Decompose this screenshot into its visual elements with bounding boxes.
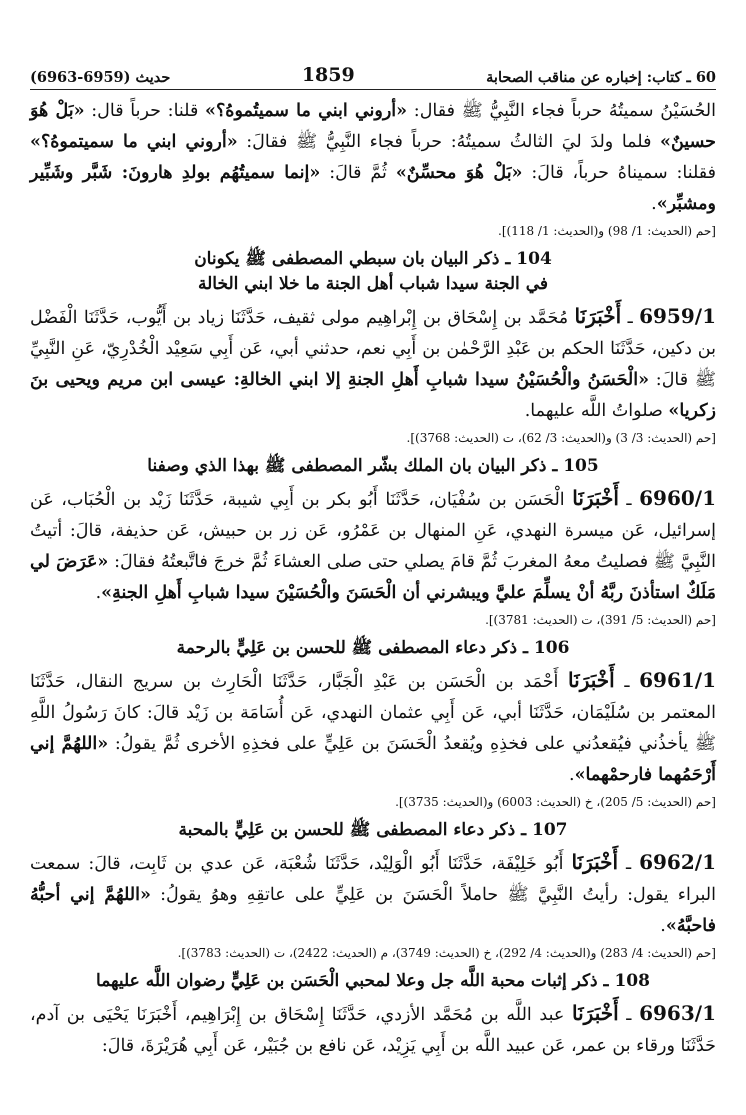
- hadith-chain: الْحَسَن بن سُفْيَان، حَدَّثَنَا أَبُو بكر بن أَبِي شيبة، حَدَّثَنَا زَيْد بن الْحُبَاب، عَن إسرائيل، عَن ميسرة النهدي، عَنِ المنهال بن عَمْرُو، عَن زر بن حبيش، عَن حذيفة، قالَ: أتيتُ النَّبِيَّ ﷺ فصليتُ معهُ المغربَ ثُمَّ قامَ يصلي حتى صلى العشاءَ ثُمَّ خرجَ فاتَّبعتُهُ فقالَ:: [30, 490, 717, 572]
- intro-text: ثُمَّ قالَ:: [320, 163, 396, 183]
- hadith-quote: «اللهُمَّ إني أحبُّهُ فاحبَّهُ»: [30, 885, 716, 936]
- intro-quote: «بَلْ هُوَ حسينٌ»: [30, 101, 717, 152]
- reference-line: [حم (الحديث: 5/ 205)، خ (الحديث: 6003) و(الحديث: 3735)].: [395, 795, 716, 809]
- hadith-chain: مُحَمَّد بن إِسْحَاق بن إِبْراهِيم مولى ثقيف، حَدَّثَنَا زياد بن أَيُّوب، حَدَّثَنَا الْفَضْل بن دكين، حَدَّثَنَا الحكم بن عَبْدِ الرَّحْمٰن بن أَبِي نعم، حدثني أبي، عَن أَبِي سَعِيْد الْخُدْرِيّ، عَنِ النَّبِيِّ ﷺ قالَ:: [30, 308, 716, 390]
- intro-quote: «إنما سميتُهُم بولدِ هارونَ: شَبَّر وشَبِّير ومشبِّر»: [30, 163, 716, 214]
- akhbarana-word: أَخْبَرَنَا: [568, 668, 615, 692]
- hadith-chain: أَحْمَد بن الْحَسَن بن عَبْدِ الْجَبَّار، حَدَّثَنَا الْحَارِث بن سريج النقال، حَدَّثَنَا المعتمر بن سُلَيْمَان، حَدَّثَنَا أبي، عَن أَبِي عثمان النهدي، عَن أُسَامَة بن زَيْد قالَ: كانَ رَسُولُ اللَّهِ ﷺ يأخذُني فيُقعدُني على فخذِهِ ويُقعدُ الْحَسَنَ بن عَلِيٍّ على فخذِهِ الأخرى ثُمَّ يقولُ:: [30, 672, 716, 754]
- page-body: [30, 96, 716, 1062]
- hadith-tail: .: [569, 765, 575, 785]
- section-heading-line: 104 ـ ذكر البيان بان سبطي المصطفى ﷺ يكونان: [194, 249, 552, 269]
- hadith-quote: «الْحَسَنُ والْحُسَيْنُ سيدا شبابِ أَهلِ الجنةِ إلا ابني الخالةِ: عيسى ابن مريم ويحيى بنَ زكريا»: [30, 370, 716, 421]
- intro-text: قلنا: حرباً قال:: [84, 101, 206, 121]
- hadith-tail: صلواتُ اللَّه عليهما.: [524, 401, 669, 421]
- intro-paragraph: [30, 96, 716, 220]
- hadith-paragraph: 6961/1 ـ أَخْبَرَنَا أَحْمَد بن الْحَسَن بن عَبْدِ الْجَبَّار، حَدَّثَنَا الْحَارِث بن سريج النقال، حَدَّثَنَا المعتمر بن سُلَيْمَان، حَدَّثَنَا أبي، عَن أَبِي عثمان النهدي، عَن أُسَامَة بن زَيْد قالَ: كانَ رَسُولُ اللَّهِ ﷺ يأخذُني فيُقعدُني على فخذِهِ ويُقعدُ الْحَسَنَ بن عَلِيٍّ على فخذِهِ الأخرى ثُمَّ يقولُ: «اللهُمَّ إني أَرْحَمُهما فارحمْهما».: [30, 668, 716, 785]
- chapter-title: 60 ـ كتاب: إخباره عن مناقب الصحابة: [486, 69, 716, 86]
- akhbarana-word: أَخْبَرَنَا: [574, 304, 622, 328]
- hadith-number: 6962/1: [639, 850, 716, 874]
- hadith-quote: «اللهُمَّ إني أَرْحَمُهما فارحمْهما»: [30, 734, 716, 785]
- section-heading: [30, 247, 716, 297]
- hadith-quote: «عَرَضَ لي مَلَكٌ استأذنَ ربَّهُ أنْ يسلِّمَ عليَّ ويبشرني أن الْحَسَنَ والْحُسَيْنَ سيدا شبابِ أَهلِ الجنةِ»: [30, 552, 716, 603]
- section-heading-line: 106 ـ ذكر دعاء المصطفى ﷺ للحسن بن عَلِيٍّ بالرحمة: [176, 638, 570, 658]
- hadith-paragraph: 6962/1 ـ أَخْبَرَنَا أَبُو خَلِيْفَة، حَدَّثَنَا أَبُو الْوَلِيْد، حَدَّثَنَا شُعْبَة، عَن عدي بن ثَابِت، قالَ: سمعت البراء يقول: رأيتُ النَّبِيَّ ﷺ حاملاً الْحَسَنَ بن عَلِيٍّ على عاتقِهِ وهوُ يقولُ: «اللهُمَّ إني أحبُّهُ فاحبَّهُ».: [30, 850, 716, 936]
- section-heading-line: في الجنة سيدا شباب أهل الجنة ما خلا ابني الخالة: [198, 274, 548, 294]
- section-heading-line: 108 ـ ذكر إثبات محبة اللَّه جل وعلا لمحبي الْحَسَن بن عَلِيٍّ رضوان اللَّه عليهما: [96, 971, 650, 991]
- hadith-chain: أَبُو خَلِيْفَة، حَدَّثَنَا أَبُو الْوَلِيْد، حَدَّثَنَا شُعْبَة، عَن عدي بن ثَابِت، قالَ: سمعت البراء يقول: رأيتُ النَّبِيَّ ﷺ حاملاً الْحَسَنَ بن عَلِيٍّ على عاتقِهِ وهوُ يقولُ:: [30, 854, 716, 905]
- section-heading: [30, 969, 716, 994]
- hadith-paragraph: 6960/1 ـ أَخْبَرَنَا الْحَسَن بن سُفْيَان، حَدَّثَنَا أَبُو بكر بن أَبِي شيبة، حَدَّثَنَا زَيْد بن الْحُبَاب، عَن إسرائيل، عَن ميسرة النهدي، عَنِ المنهال بن عَمْرُو، عَن زر بن حبيش، عَن حذيفة، قالَ: أتيتُ النَّبِيَّ ﷺ فصليتُ معهُ المغربَ ثُمَّ قامَ يصلي حتى صلى العشاءَ ثُمَّ خرجَ فاتَّبعتُهُ فقالَ: «عَرَضَ لي مَلَكٌ استأذنَ ربَّهُ أنْ يسلِّمَ عليَّ ويبشرني أن الْحَسَنَ والْحُسَيْنَ سيدا شبابِ أَهلِ الجنةِ».: [30, 486, 717, 603]
- section-heading-line: 107 ـ ذكر دعاء المصطفى ﷺ للحسن بن عَلِيٍّ بالمحبة: [178, 820, 568, 840]
- section-heading: [30, 454, 716, 479]
- page-number: 1859: [301, 64, 355, 86]
- hadith-tail: .: [660, 916, 666, 936]
- section-heading: [30, 818, 716, 843]
- intro-text: .: [651, 194, 657, 214]
- intro-text: الحُسَيْنُ سميتُهُ حرباً فجاء النَّبِيُّ ﷺ فقال:: [407, 101, 716, 121]
- hadith-chain: عبد اللَّه بن مُحَمَّد الأزدي، حَدَّثَنَا إِسْحَاق بن إِبْرَاهِيم، أَخْبَرَنَا يَحْيَى بن آدم، حَدَّثَنَا ورقاء بن عمر، عَن عبيد اللَّه بن أَبِي يَزِيْد، عَن نافع بن جُبَيْر، عَن أَبِي هُرَيْرَةَ، قالَ:: [30, 1005, 716, 1056]
- akhbarana-word: أَخْبَرَنَا: [572, 1001, 619, 1025]
- hadith-tail: .: [95, 583, 102, 603]
- hadith-paragraph: 6963/1 ـ أَخْبَرَنَا عبد اللَّه بن مُحَمَّد الأزدي، حَدَّثَنَا إِسْحَاق بن إِبْرَاهِيم، أَخْبَرَنَا يَحْيَى بن آدم، حَدَّثَنَا ورقاء بن عمر، عَن عبيد اللَّه بن أَبِي يَزِيْد، عَن نافع بن جُبَيْر، عَن أَبِي هُرَيْرَةَ، قالَ:: [30, 1001, 716, 1056]
- hadith-number: 6963/1: [639, 1001, 716, 1025]
- reference-line: [حم (الحديث: 5/ 391)، ت (الحديث: 3781)].: [485, 613, 716, 627]
- hadith-number: 6961/1: [639, 668, 716, 692]
- akhbarana-word: أَخْبَرَنَا: [571, 850, 619, 874]
- reference-line: [حم (الحديث: 4/ 283) و(الحديث: 4/ 292)، خ (الحديث: 3749)، م (الحديث: 2422)، ت (الحديث: 3783)].: [177, 946, 716, 960]
- hadith-number: 6960/1: [639, 486, 716, 510]
- intro-text: فلما ولدَ ليَ الثالثُ سميتُهُ: حرباً فجاء النَّبِيُّ ﷺ فقالَ:: [237, 132, 661, 152]
- reference-line: [حم (الحديث: 1/ 98) و(الحديث: 1/ 118)].: [498, 224, 716, 238]
- hadith-number: 6959/1: [639, 304, 716, 328]
- intro-quote: «أروني ابني ما سميتموهُ؟»: [30, 132, 238, 152]
- section-heading: [30, 636, 716, 661]
- intro-text: فقلنا: سميناهُ حرباً، قالَ:: [522, 163, 717, 183]
- running-header: [30, 52, 716, 90]
- section-heading-line: 105 ـ ذكر البيان بان الملك بشّر المصطفى ﷺ بهذا الذي وصفنا: [147, 456, 599, 476]
- intro-quote: «بَلْ هُوَ محسِّنٌ»: [395, 163, 523, 183]
- reference-line: [حم (الحديث: 3/ 3) و(الحديث: 3/ 62)، ت (الحديث: 3768)].: [406, 431, 716, 445]
- akhbarana-word: أَخْبَرَنَا: [572, 486, 619, 510]
- hadith-range: حديث (6959-6963): [30, 69, 171, 86]
- hadith-paragraph: 6959/1 ـ أَخْبَرَنَا مُحَمَّد بن إِسْحَاق بن إِبْراهِيم مولى ثقيف، حَدَّثَنَا زياد بن أَيُّوب، حَدَّثَنَا الْفَضْل بن دكين، حَدَّثَنَا الحكم بن عَبْدِ الرَّحْمٰن بن أَبِي نعم، حدثني أبي، عَن أَبِي سَعِيْد الْخُدْرِيّ، عَنِ النَّبِيِّ ﷺ قالَ: «الْحَسَنُ والْحُسَيْنُ سيدا شبابِ أَهلِ الجنةِ إلا ابني الخالةِ: عيسى ابن مريم ويحيى بنَ زكريا» صلواتُ اللَّه عليهما.: [30, 304, 716, 421]
- intro-quote: «أروني ابني ما سميتُموهُ؟»: [205, 101, 408, 121]
